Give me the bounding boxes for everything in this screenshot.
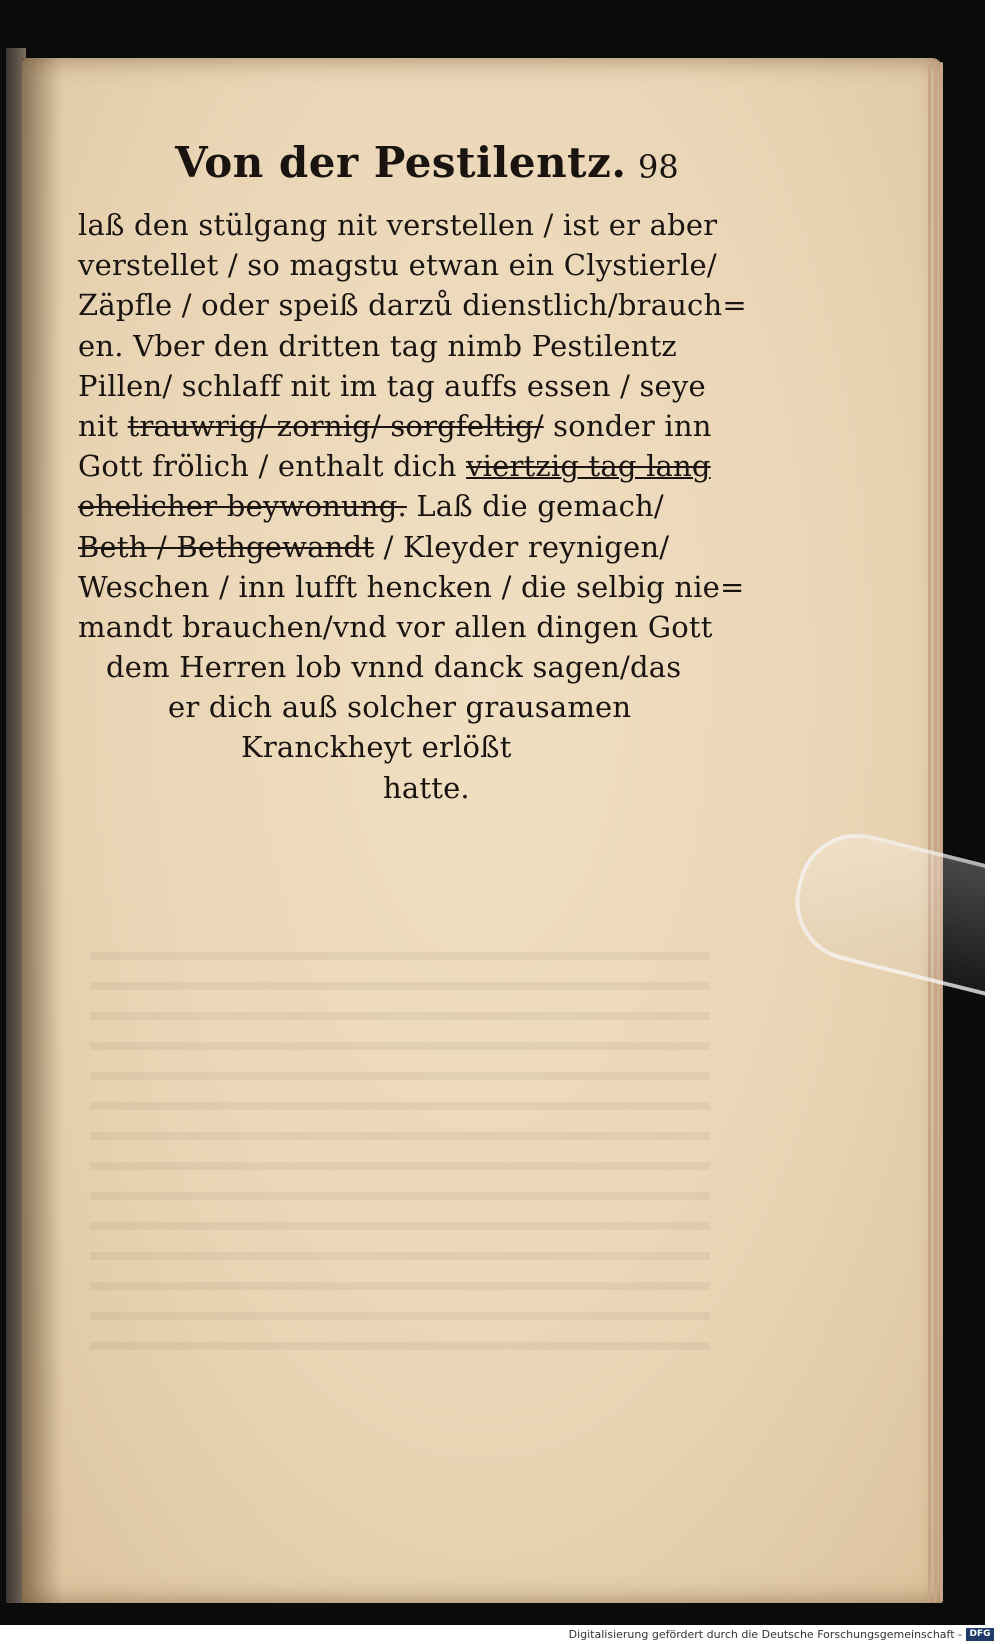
text-segment: Laß die gemach/ [406, 489, 664, 524]
page-edge [940, 62, 943, 1602]
text-line [78, 406, 728, 446]
body-text [78, 205, 747, 808]
struck-text: trauwrig/ zornig/ sorgfeltig/ [127, 408, 544, 443]
page-edge [934, 62, 937, 1602]
text-line: mandt brauchen/vnd vor allen dingen Gott [78, 609, 713, 644]
text-segment: sonder inn [543, 408, 712, 443]
text-line: en. Vber den dritten tag nimb Pestilentz [78, 328, 677, 363]
text-line: Weschen / inn lufft hencken / die selbig nie= [78, 569, 745, 604]
dfg-logo: DFG [966, 1628, 994, 1641]
text-segment: nit [78, 408, 128, 443]
text-line [78, 527, 728, 567]
text-line: er dich auß solcher grausamen [168, 690, 632, 725]
struck-text: viertzig tag lang [466, 449, 711, 484]
text-line [78, 486, 728, 526]
text-line: verstellet / so magstu etwan ein Clystierle/ [78, 248, 717, 283]
text-segment: Gott frölich / enthalt dich [78, 449, 467, 484]
struck-text: ehelicher beywonung. [78, 489, 407, 524]
text-line: hatte. [383, 770, 470, 805]
text-segment: / Kleyder reynigen/ [374, 529, 670, 564]
text-line [78, 446, 728, 486]
struck-text: Beth / Bethgewandt [78, 529, 375, 564]
running-head: Von der Pestilentz. [175, 138, 627, 187]
funding-notice: Digitalisierung gefördert durch die Deutsche Forschungsgemeinschaft - [568, 1628, 962, 1641]
gutter-shadow [22, 58, 62, 1603]
text-line: Zäpfle / oder speiß darzů dienstlich/brauch= [78, 288, 747, 323]
bleed-through-text [90, 930, 710, 1350]
footer-bar [0, 1625, 1000, 1644]
page-number: 98 [638, 148, 679, 186]
page-edge [928, 62, 931, 1602]
text-line: Pillen/ schlaff nit im tag auffs essen / seye [78, 368, 706, 403]
text-line: laß den stülgang nit verstellen / ist er aber [78, 208, 718, 242]
text-line: dem Herren lob vnnd danck sagen/das [106, 650, 682, 685]
text-line: Kranckheyt erlößt [241, 730, 512, 765]
